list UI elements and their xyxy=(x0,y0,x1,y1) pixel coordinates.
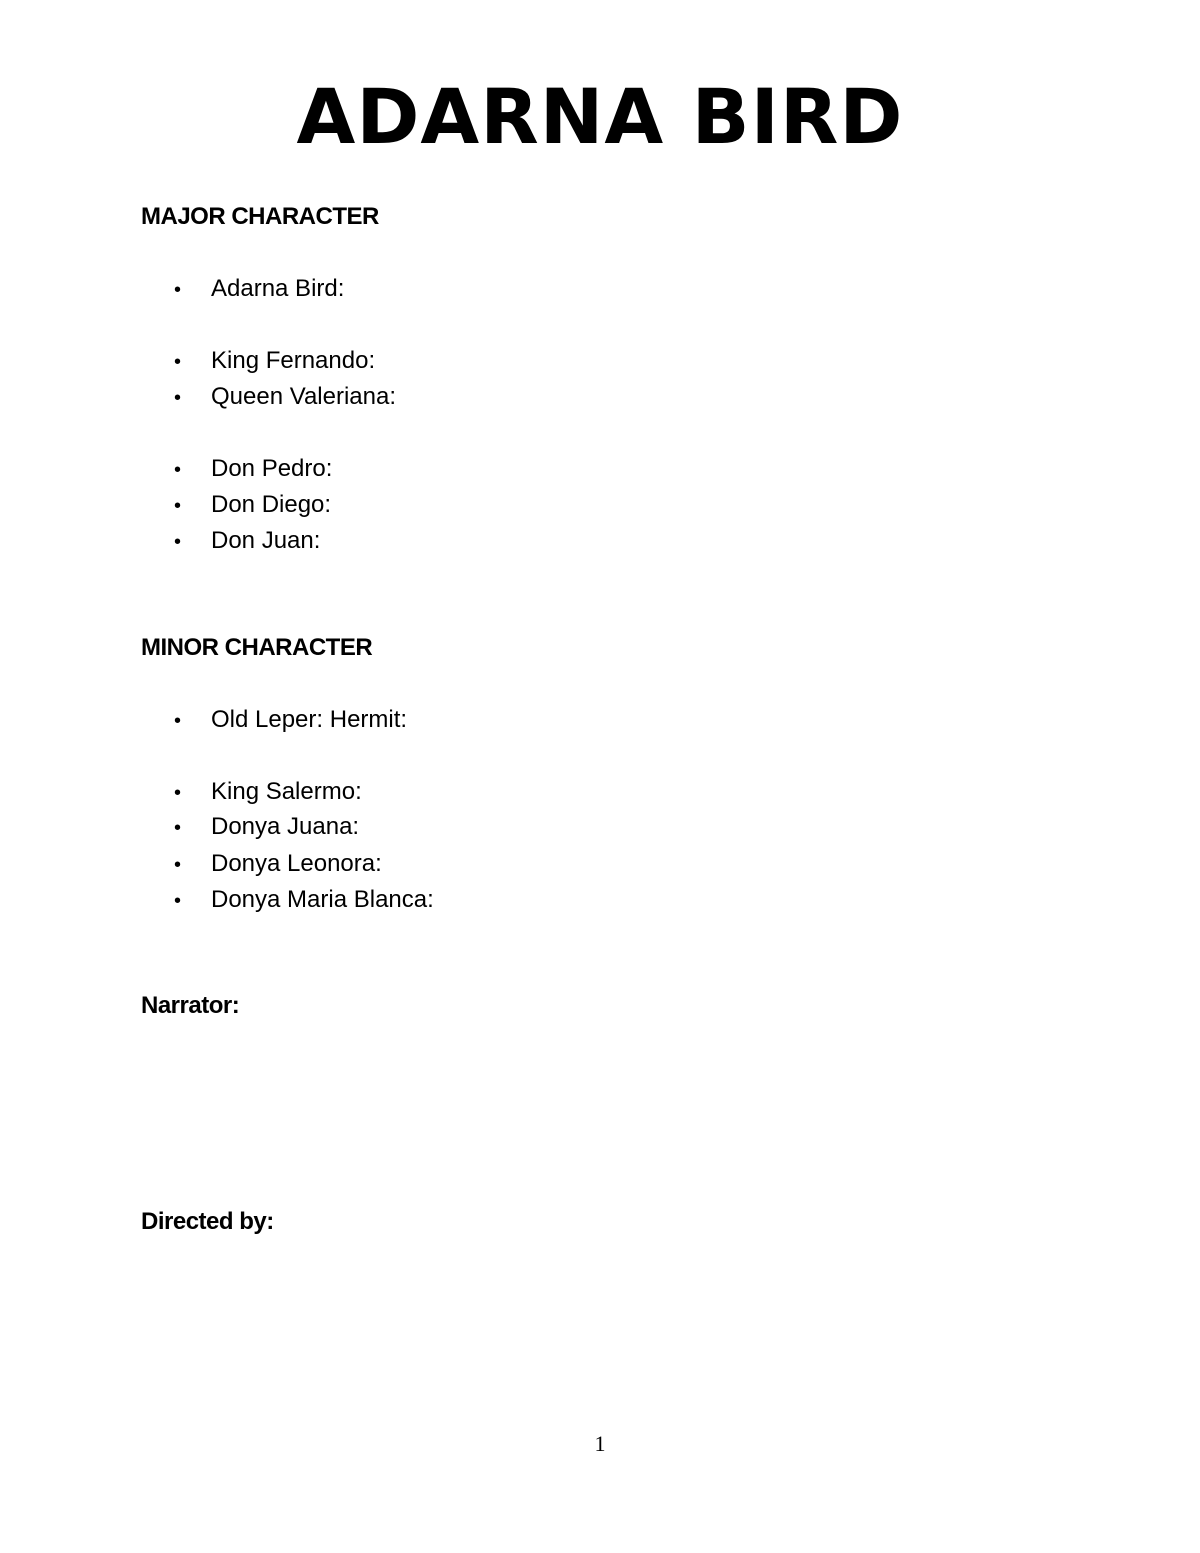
page-number: 1 xyxy=(594,1431,606,1456)
list-item-label: Don Pedro: xyxy=(211,455,333,482)
bullet-icon: • xyxy=(174,279,182,301)
list-item xyxy=(174,274,344,305)
narrator-label: Narrator: xyxy=(141,992,240,1019)
list-item xyxy=(174,526,320,557)
list-item xyxy=(174,885,434,916)
list-item-label: Donya Leonora: xyxy=(211,850,382,877)
document-title: ADARNA BIRD xyxy=(296,72,904,161)
list-item xyxy=(174,812,359,843)
list-item xyxy=(174,382,396,413)
list-item xyxy=(174,346,375,377)
list-item xyxy=(174,777,362,808)
bullet-icon: • xyxy=(174,890,182,912)
directed-by-label: Directed by: xyxy=(141,1208,274,1235)
bullet-icon: • xyxy=(174,387,182,409)
list-item xyxy=(174,705,407,736)
bullet-icon: • xyxy=(174,351,182,373)
major-character-heading: MAJOR CHARACTER xyxy=(141,203,379,230)
list-item xyxy=(174,454,332,485)
list-item-label: King Salermo: xyxy=(211,778,362,805)
list-item-label: Donya Juana: xyxy=(211,813,360,840)
list-item-label: Donya Maria Blanca: xyxy=(211,886,434,913)
list-item xyxy=(174,490,331,521)
bullet-icon: • xyxy=(174,495,182,517)
list-item-label: Adarna Bird: xyxy=(211,275,345,302)
list-item xyxy=(174,849,382,880)
bullet-icon: • xyxy=(174,710,182,732)
list-item-label: Queen Valeriana: xyxy=(211,383,397,410)
list-item-label: Don Diego: xyxy=(211,491,332,518)
list-item-label: Old Leper: Hermit: xyxy=(211,706,408,733)
bullet-icon: • xyxy=(174,459,182,481)
bullet-icon: • xyxy=(174,817,182,839)
bullet-icon: • xyxy=(174,782,182,804)
bullet-icon: • xyxy=(174,854,182,876)
list-item-label: King Fernando: xyxy=(211,347,376,374)
minor-character-heading: MINOR CHARACTER xyxy=(141,634,373,661)
bullet-icon: • xyxy=(174,531,182,553)
list-item-label: Don Juan: xyxy=(211,527,321,554)
